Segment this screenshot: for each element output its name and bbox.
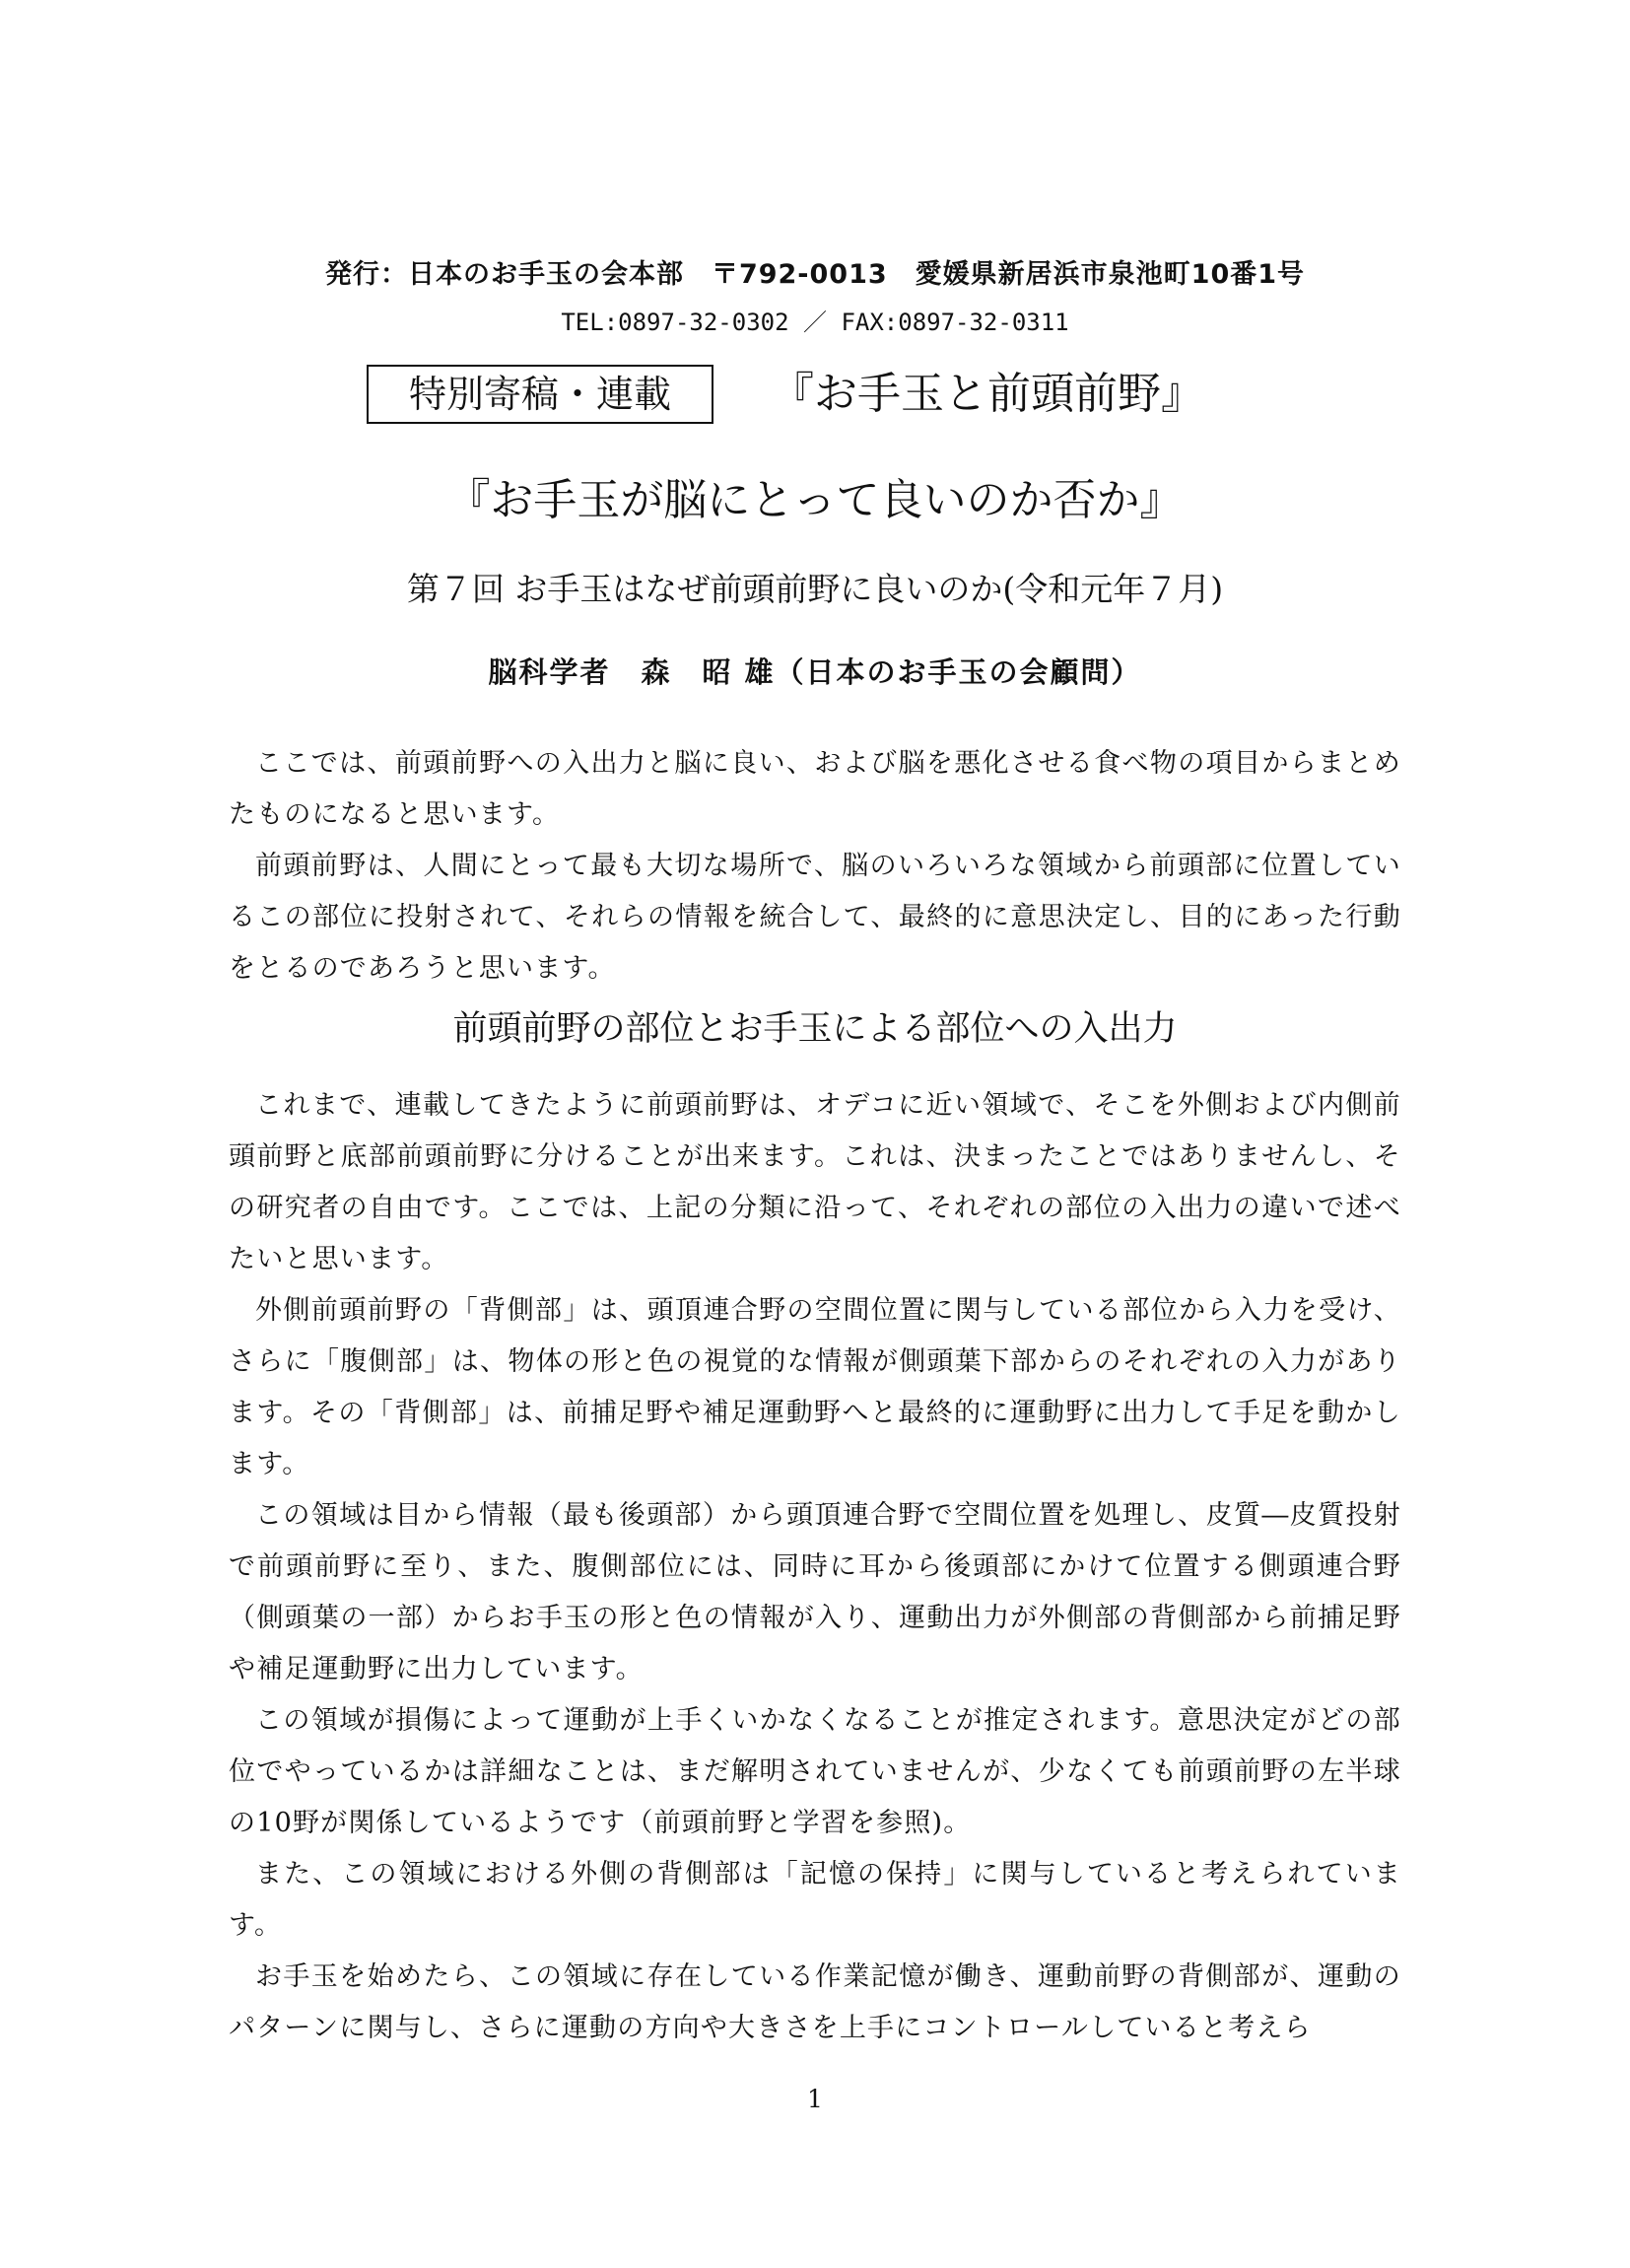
section-heading: 前頭前野の部位とお手玉による部位への入出力 <box>452 1009 1178 1049</box>
subtitle: 『お手玉が脳にとって良いのか否か』 <box>446 475 1184 525</box>
intro-text <box>229 738 1401 995</box>
contact-line: TEL:0897-32-0302 ／ FAX:0897-32-0311 <box>561 309 1069 336</box>
page-number: 1 <box>807 2085 823 2113</box>
series-title: 『お手玉と前頭前野』 <box>771 369 1204 419</box>
title-row <box>367 365 1352 430</box>
paragraph: この領域が損傷によって運動が上手くいかなくなることが推定されます。意思決定がどの部位でやっているかは詳細なことは、まだ解明されていませんが、少なくても前頭前野の左半球の10野が関係しているようです（前頭前野と学習を参照)。 <box>229 1705 1401 1838</box>
paragraph: ここでは、前頭前野への入出力と脳に良い、および脳を悪化させる食べ物の項目からまとめたものになると思います。 <box>229 748 1401 830</box>
author-line: 脳科学者 森 昭 雄（日本のお手玉の会顧問） <box>488 655 1142 689</box>
paragraph: 前頭前野は、人間にとって最も大切な場所で、脳のいろいろな領域から前頭部に位置しているこの部位に投射されて、それらの情報を統合して、最終的に意思決定し、目的にあった行動をとるのであろうと思います。 <box>229 851 1401 984</box>
special-contribution-label: 特別寄稿・連載 <box>367 365 713 424</box>
publisher-line: 発行：日本のお手玉の会本部 〒792-0013 愛媛県新居浜市泉池町10番1号 <box>324 259 1306 290</box>
paragraph: これまで、連載してきたように前頭前野は、オデコに近い領域で、そこを外側および内側前頭前野と底部前頭前野に分けることが出来ます。これは、決まったことではありませんし、その研究者の自由です。ここでは、上記の分類に沿って、それぞれの部位の入出力の違いで述べたいと思います。 <box>229 1090 1401 1274</box>
paragraph: 外側前頭前野の「背側部」は、頭頂連合野の空間位置に関与している部位から入力を受け、さらに「腹側部」は、物体の形と色の視覚的な情報が側頭葉下部からのそれぞれの入力があります。その「背側部」は、前捕足野や補足運動野へと最終的に運動野に出力して手足を動かします。 <box>229 1295 1401 1479</box>
section-text <box>229 1080 1401 2054</box>
paragraph: また、この領域における外側の背側部は「記憶の保持」に関与していると考えられています。 <box>229 1859 1401 1941</box>
paragraph: この領域は目から情報（最も後頭部）から頭頂連合野で空間位置を処理し、皮質―皮質投射で前頭前野に至り、また、腹側部位には、同時に耳から後頭部にかけて位置する側頭連合野（側頭葉の一部）からお手玉の形と色の情報が入り、運動出力が外側部の背側部から前捕足野や補足運動野に出力しています。 <box>229 1500 1401 1684</box>
episode-heading: 第７回 お手玉はなぜ前頭前野に良いのか(令和元年７月) <box>406 570 1224 608</box>
paragraph: お手玉を始めたら、この領域に存在している作業記憶が働き、運動前野の背側部が、運動のパターンに関与し、さらに運動の方向や大きさを上手にコントロールしていると考えら <box>229 1961 1401 2043</box>
